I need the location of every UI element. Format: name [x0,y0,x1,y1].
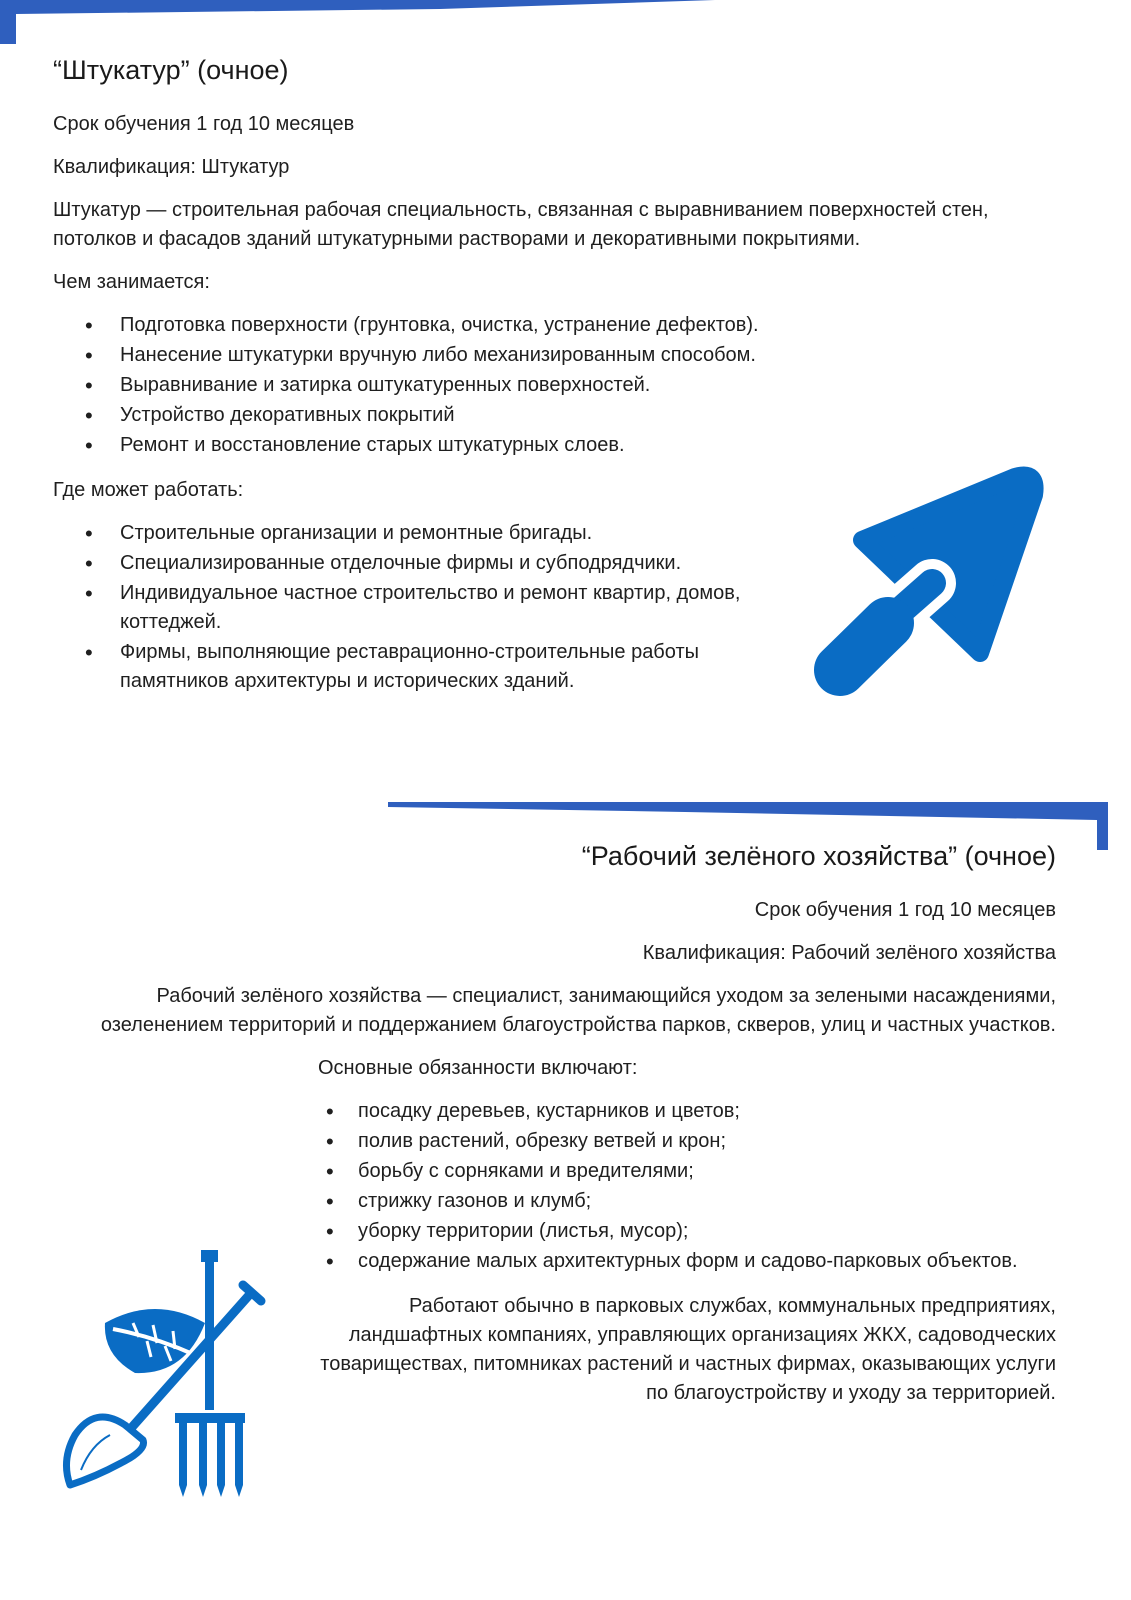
list-item: • Подготовка поверхности (грунтовка, очистка, устранение дефектов). [53,311,1063,340]
list-item: • Специализированные отделочные фирмы и субподрядчики. [53,549,773,578]
list-item: • посадку деревьев, кустарников и цветов; [318,1097,1056,1126]
gardener-workplaces: Работают обычно в парковых службах, коммунальных предприятиях, ландшафтных компаниях, управляющих организациях ЖКХ, садоводческих товариществах, питомниках растений и частных фирмах, оказывающих услуги по благоустройству и уходу за территорией. [320,1295,1056,1404]
garden-tools-icon [55,1245,270,1500]
list-item: • содержание малых архитектурных форм и садово-парковых объектов. [318,1247,1056,1276]
gardener-duties-heading: Основные обязанности включают: [318,1057,638,1079]
list-item: • стрижку газонов и клумб; [318,1187,1056,1216]
gardener-qualification: Квалификация: Рабочий зелёного хозяйства [642,942,1056,964]
gardener-duties-list [318,1097,1056,1276]
list-item: • Индивидуальное частное строительство и ремонт квартир, домов, коттеджей. [53,579,773,637]
list-item: • Нанесение штукатурки вручную либо механизированным способом. [53,341,1063,370]
top-banner-decoration [0,0,730,50]
list-item: • Строительные организации и ремонтные бригады. [53,519,773,548]
plasterer-title: “Штукатур” (очное) [53,55,289,85]
gardener-description: Рабочий зелёного хозяйства — специалист, занимающийся уходом за зелеными насаждениями, озеленением территорий и поддержанием благоустройства парков, скверов, улиц и частных участков. [100,985,1056,1036]
list-item: • Ремонт и восстановление старых штукатурных слоев. [53,431,1063,460]
list-item: • борьбу с сорняками и вредителями; [318,1157,1056,1186]
trowel-icon [800,465,1050,710]
plasterer-duties-list [53,311,1063,460]
plasterer-duties-heading: Чем занимается: [53,271,210,293]
plasterer-description: Штукатур — строительная рабочая специальность, связанная с выравниванием поверхностей стен, потолков и фасадов зданий штукатурными растворами и декоративными покрытиями. [53,199,989,250]
plasterer-qualification: Квалификация: Штукатур [53,156,290,178]
plasterer-duration: Срок обучения 1 год 10 месяцев [53,113,355,135]
plasterer-workplaces-heading: Где может работать: [53,479,244,501]
list-item: • полив растений, обрезку ветвей и крон; [318,1127,1056,1156]
list-item: • Устройство декоративных покрытий [53,401,1063,430]
plasterer-workplaces-list [53,519,773,696]
gardener-title: “Рабочий зелёного хозяйства” (очное) [581,841,1056,871]
list-item: • уборку территории (листья, мусор); [318,1217,1056,1246]
list-item: • Выравнивание и затирка оштукатуренных поверхностей. [53,371,1063,400]
list-item: • Фирмы, выполняющие реставрационно-строительные работы памятников архитектуры и исторических зданий. [53,638,773,696]
gardener-duration: Срок обучения 1 год 10 месяцев [754,899,1056,921]
